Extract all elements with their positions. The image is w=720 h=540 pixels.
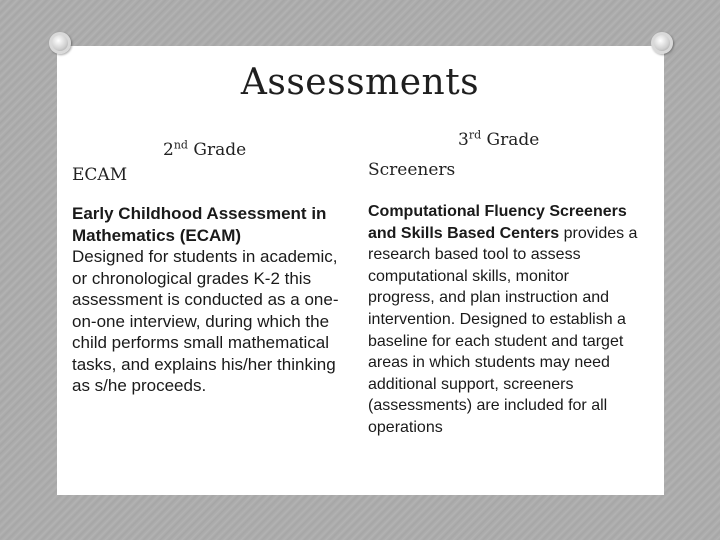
- left-grade-number: 2: [163, 140, 174, 160]
- screeners-full-title: Computational Fluency Screeners and Skills Based Centers: [368, 203, 627, 242]
- right-column-heading: Screeners: [368, 160, 456, 180]
- left-grade-label: [163, 140, 246, 160]
- left-column-heading: ECAM: [72, 165, 128, 185]
- left-column-body: [72, 203, 354, 397]
- right-grade-text: Grade: [481, 130, 540, 150]
- slide-title: Assessments: [240, 62, 480, 103]
- left-grade-text: Grade: [187, 140, 247, 160]
- right-grade-label: [458, 130, 539, 150]
- right-grade-suffix: rd: [468, 128, 482, 142]
- right-column-body: [368, 201, 640, 439]
- binder-ring-icon: [651, 32, 673, 54]
- ecam-description: Designed for students in academic, or chronological grades K-2 this assessment is conducted as a one-on-one interview, during which the child performs small mathematical tasks, and explains his/her thinking as s/he proceeds.: [72, 247, 339, 395]
- right-grade-number: 3: [458, 130, 469, 150]
- ecam-full-title: Early Childhood Assessment in Mathematics (ECAM): [72, 204, 327, 245]
- binder-ring-icon: [49, 32, 71, 54]
- screeners-description: provides a research based tool to assess computational skills, monitor progress, and plan instruction and intervention. Designed to establish a baseline for each student and target areas in which students may need additional support, screeners (assessments) are included for all operations: [368, 224, 638, 436]
- left-grade-suffix: nd: [173, 138, 188, 152]
